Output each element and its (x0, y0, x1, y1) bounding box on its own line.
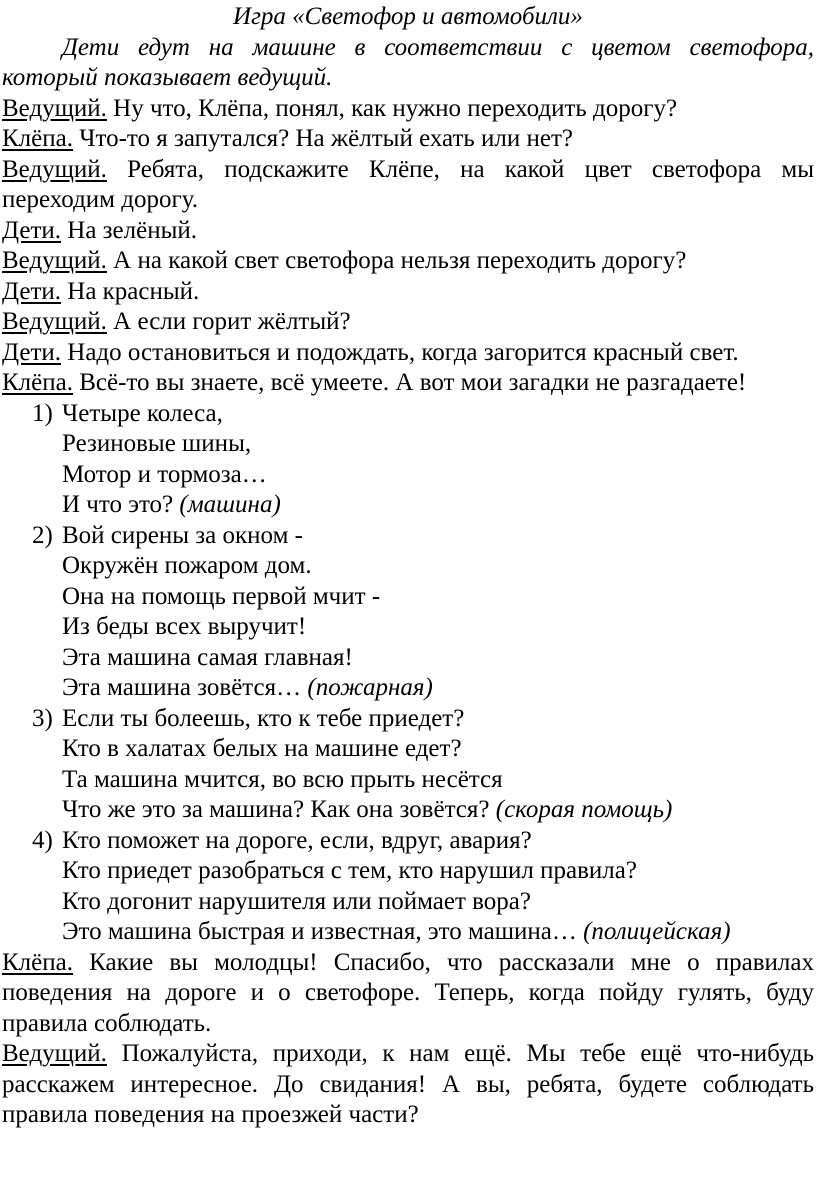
riddle-answer: (машина) (179, 491, 281, 518)
speaker-label: Клёпа. (2, 369, 73, 396)
speaker-label: Дети. (2, 277, 62, 305)
riddle-answer: (полицейская) (583, 918, 731, 945)
riddle-line (62, 826, 814, 857)
riddle-line (62, 917, 814, 948)
dialogue-text: Надо остановиться и подождать, когда загорится красный свет. (61, 338, 739, 366)
riddle-line (62, 887, 814, 918)
riddle-line-text: Из беды всех выручит! (62, 613, 307, 640)
riddle-line-text: Если ты болеешь, кто к тебе приедет? (62, 704, 465, 732)
riddle-line (62, 490, 814, 521)
riddle-line-text: Эта машина зовётся… (62, 674, 308, 701)
dialogue-text: Пожалуйста, приходи, к нам ещё. Мы тебе ещё что-нибудь расскажем интересное. До свидания! А вы, ребята, будете соблюдать правила поведения на проезжей части? (2, 1040, 814, 1128)
document-title: Игра «Светофор и автомобили» (233, 3, 583, 30)
dialogue-line (2, 277, 814, 308)
dialogue-line (2, 948, 814, 1040)
riddle-number: 2) (32, 521, 53, 549)
dialogue-text: А если горит жёлтый? (106, 308, 351, 335)
dialogue-text: А на какой свет светофора нельзя переходить дорогу? (106, 247, 687, 274)
riddle-line-text: Кто поможет на дороге, если, вдруг, авария? (62, 826, 532, 854)
dialogue-line (2, 94, 814, 125)
riddle-number: 4) (32, 826, 53, 854)
riddle-line-text: Та машина мчится, во всю прыть несётся (62, 765, 503, 793)
riddle-line (62, 765, 814, 796)
riddle-line (62, 795, 814, 826)
riddle-line (62, 734, 814, 765)
dialogue-before (2, 94, 814, 399)
riddle-line (62, 521, 814, 552)
riddle-line (62, 460, 814, 491)
speaker-label: Ведущий. (2, 247, 107, 274)
speaker-label: Ведущий. (2, 308, 107, 335)
riddles-list (2, 399, 814, 948)
riddle-line (62, 643, 814, 674)
speaker-label: Дети. (2, 216, 62, 244)
riddle-answer: (пожарная) (307, 674, 433, 701)
dialogue-line (2, 368, 814, 399)
dialogue-line (2, 155, 814, 216)
dialogue-line (2, 246, 814, 277)
riddle-line-text: Кто в халатах белых на машине едет? (62, 735, 462, 762)
riddle-answer: (скорая помощь) (495, 796, 673, 823)
riddle-line-text: Кто догонит нарушителя или поймает вора? (62, 887, 531, 915)
riddle-item (2, 521, 814, 704)
speaker-label: Клёпа. (2, 125, 73, 152)
riddle-line (62, 429, 814, 460)
riddle-number: 3) (32, 704, 53, 732)
riddle-line-text: Резиновые шины, (62, 430, 252, 457)
riddle-item (2, 826, 814, 948)
riddle-item (2, 704, 814, 826)
riddle-line-text: Она на помощь первой мчит - (62, 582, 381, 610)
dialogue-line (2, 124, 814, 155)
dialogue-text: Какие вы молодцы! Спасибо, что рассказали мне о правилах поведения на дороге и о светофоре. Теперь, когда пойду гулять, буду правила соблюдать. (2, 948, 814, 1037)
riddle-line-text: Это машина быстрая и известная, это машина… (62, 918, 584, 945)
dialogue-text: Что-то я запутался? На жёлтый ехать или нет? (72, 125, 574, 152)
dialogue-after (2, 948, 814, 1131)
riddle-line (62, 582, 814, 613)
riddle-line-text: Кто приедет разобраться с тем, кто нарушил правила? (62, 857, 637, 884)
riddle-line (62, 612, 814, 643)
dialogue-text: Всё-то вы знаете, всё умеете. А вот мои загадки не разгадаете! (72, 369, 747, 396)
dialogue-line (2, 307, 814, 338)
riddle-line (62, 673, 814, 704)
dialogue-text: На красный. (61, 277, 200, 305)
dialogue-line (2, 216, 814, 247)
speaker-label: Ведущий. (2, 155, 107, 183)
riddle-line-text: Мотор и тормоза… (62, 460, 267, 488)
riddle-number: 1) (32, 399, 53, 427)
speaker-label: Клёпа. (2, 948, 73, 976)
dialogue-line (2, 1039, 814, 1131)
riddle-line-text: Четыре колеса, (62, 399, 223, 427)
riddle-line (62, 856, 814, 887)
riddle-item (2, 399, 814, 521)
dialogue-text: Ребята, подскажите Клёпе, на какой цвет светофора мы переходим дорогу. (2, 155, 814, 213)
riddle-line-text: Что же это за машина? Как она зовётся? (62, 796, 496, 823)
riddle-line (62, 551, 814, 582)
intro-paragraph: Дети едут на машине в соответствии с цветом светофора, который показывает ведущий. (2, 33, 814, 91)
riddle-line (62, 704, 814, 735)
riddle-line-text: И что это? (62, 491, 180, 518)
speaker-label: Ведущий. (2, 1040, 107, 1067)
dialogue-text: На зелёный. (61, 216, 198, 244)
speaker-label: Дети. (2, 338, 62, 366)
riddle-line-text: Вой сирены за окном - (62, 521, 303, 549)
dialogue-line (2, 338, 814, 369)
speaker-label: Ведущий. (2, 94, 107, 122)
riddle-line-text: Эта машина самая главная! (62, 643, 353, 671)
riddle-line-text: Окружён пожаром дом. (62, 552, 312, 579)
dialogue-text: Ну что, Клёпа, понял, как нужно переходить дорогу? (106, 94, 678, 122)
riddle-line (62, 399, 814, 430)
document-page (2, 0, 814, 1131)
